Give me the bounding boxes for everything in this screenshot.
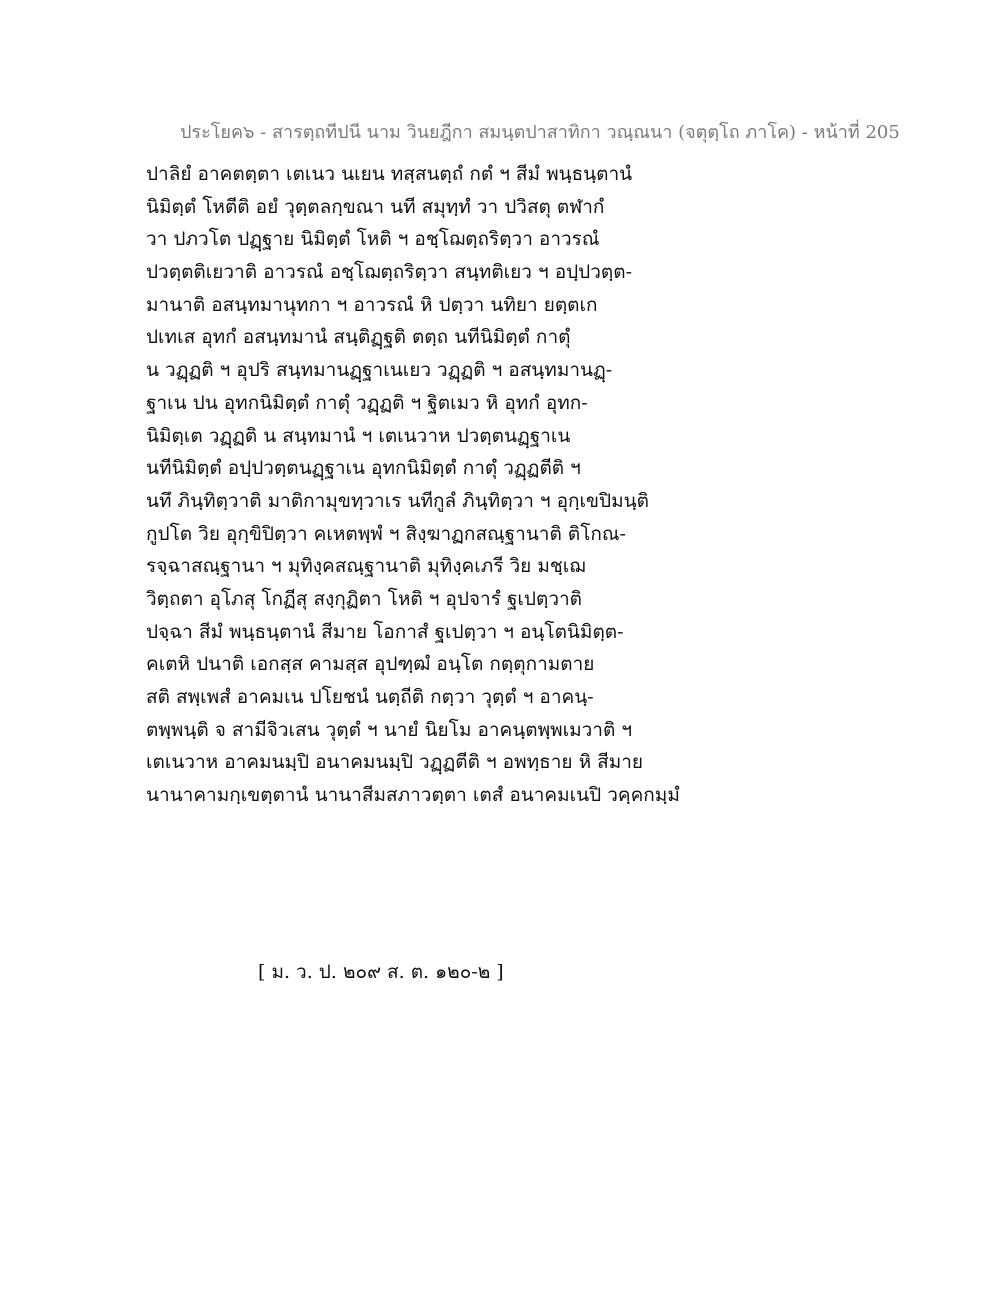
text-line: ปเทเส อุทกํ อสนฺทมานํ สนฺติฏฺฐติ ตตฺถ นทีนิมิตฺตํ กาตุํ: [146, 326, 571, 349]
text-line: สติ สพฺเพสํ อาคมเน ปโยชนํ นตฺถีติ กตฺวา วุตฺตํ ฯ อาคนฺ-: [146, 686, 594, 708]
text-line: ปจฺฉา สีมํ พนฺธนฺตานํ สีมาย โอกาสํ ฐเปตฺวา ฯ อนฺโตนิมิตฺต-: [146, 620, 624, 643]
text-line: กูปโต วิย อุกฺขิปิตฺวา คเหตพฺพํ ฯ สิงฺฆาฏกสณฺฐานาติ ติโกณ-: [146, 522, 626, 545]
text-line: รจฺฉาสณฺฐานา ฯ มุทิงฺคสณฺฐานาติ มุทิงฺคเภรี วิย มชฺเฌ: [146, 555, 586, 578]
text-line: นทีนิมิตฺตํ อปฺปวตฺตนฏฺฐาเน อุทกนิมิตฺตํ กาตุํ วฏฺฏตีติ ฯ: [146, 457, 581, 480]
text-line: นานาคามกฺเขตฺตานํ นานาสีมสภาวตฺตา เตสํ อนาคมเนปิ วคฺคกมฺมํ: [146, 784, 680, 807]
text-line: นทึ ภินฺทิตฺวาติ มาติกามุขทฺวาเร นทีกูลํ ภินฺทิตฺวา ฯ อุกฺเขปิมนฺติ: [146, 489, 649, 512]
text-line: คเตหิ ปนาติ เอกสฺส คามสฺส อุปฑฺฒํ อนฺโต กตฺตุกามตาย: [146, 653, 595, 676]
text-line: น วฏฺฏติ ฯ อุปริ สนฺทมานฏฺฐาเนเยว วฏฺฏติ ฯ อสนฺทมานฏฺ-: [146, 359, 613, 382]
text-line: มานาติ อสนฺทมานุทกา ฯ อาวรณํ หิ ปตฺวา นทิยา ยตฺตเก: [146, 293, 598, 316]
text-line: วิตฺถตา อุโภสุ โกฏีสุ สงฺกุฏิตา โหติ ฯ อุปจารํ ฐเปตฺวาติ: [146, 587, 583, 610]
text-line: เตเนวาห อาคมนมฺปิ อนาคมนมฺปิ วฏฺฏตีติ ฯ อพทฺธาย หิ สีมาย: [146, 751, 644, 774]
text-line: นิมิตฺเต วฏฺฏติ น สนฺทมานํ ฯ เตเนวาห ปวตฺตนฏฺฐาเน: [146, 424, 571, 447]
text-line: ตพฺพนฺติ จ สามีจิวเสน วุตฺตํ ฯ นายํ นิยโม อาคนฺตพฺพเมวาติ ฯ: [146, 718, 633, 741]
text-line: ฐาเน ปน อุทกนิมิตฺตํ กาตุํ วฏฺฏติ ฯ ฐิตเมว หิ อุทกํ อุทก-: [146, 391, 588, 414]
running-head: ประโยค๖ - สารตฺถทีปนี นาม วินยฎีกา สมนฺตปาสาทิกา วณฺณนา (จตุตฺโถ ภาโค) - หน้าที่ 205: [180, 122, 900, 143]
text-line: ปาลิยํ อาคตตฺตา เตเนว นเยน ทสฺสนตฺถํ กตํ ฯ สีมํ พนฺธนฺตานํ: [146, 163, 633, 185]
text-line: วา ปภวโต ปฏฺฐาย นิมิตฺตํ โหติ ฯ อชฺโฌตฺถริตฺวา อาวรณํ: [146, 228, 600, 251]
text-line: นิมิตฺตํ โหตีติ อยํ วุตฺตลกฺขณา นที สมุทฺทํ วา ปวิสตุ ตฬากํ: [146, 195, 605, 218]
body-text: [146, 158, 706, 812]
source-reference: [ ม. ว. ป. ๒๐๙ ส. ต. ๑๒๐-๒ ]: [258, 961, 504, 983]
text-line: ปวตฺตติเยวาติ อาวรณํ อชฺโฌตฺถริตฺวา สนฺทติเยว ฯ อปฺปวตฺต-: [146, 261, 633, 284]
